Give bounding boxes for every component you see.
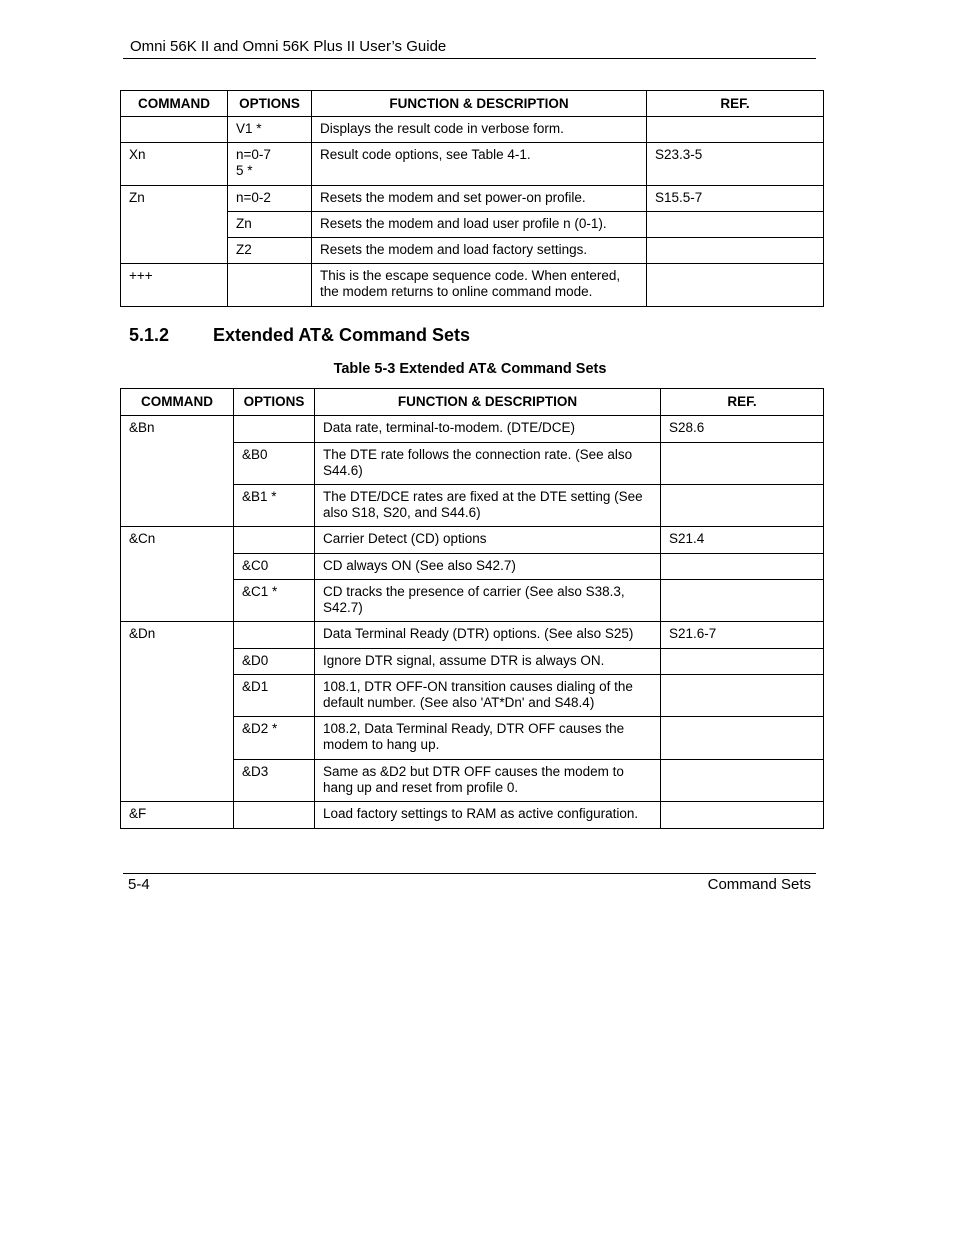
ref-cell: S21.4 — [661, 527, 824, 554]
option-cell — [234, 527, 315, 554]
option-cell — [228, 264, 312, 307]
option-cell: &C1 * — [234, 580, 315, 622]
table-row — [121, 416, 824, 443]
table-row — [121, 143, 824, 186]
column-header-command: COMMAND — [121, 91, 228, 117]
option-cell — [234, 622, 315, 649]
description-cell: Resets the modem and set power-on profile. — [312, 186, 647, 212]
description-cell: Data Terminal Ready (DTR) options. (See also S25) — [315, 622, 661, 649]
command-table-continued — [120, 90, 824, 307]
table-row — [121, 117, 824, 143]
option-cell: &D2 * — [234, 717, 315, 760]
column-header-command: COMMAND — [121, 389, 234, 416]
ref-cell — [661, 554, 824, 580]
extended-command-table — [120, 388, 824, 829]
ref-cell: S28.6 — [661, 416, 824, 443]
description-cell: Displays the result code in verbose form. — [312, 117, 647, 143]
ref-cell — [647, 212, 824, 238]
option-cell: Zn — [228, 212, 312, 238]
option-cell: Z2 — [228, 238, 312, 264]
description-cell: Same as &D2 but DTR OFF causes the modem to hang up and reset from profile 0. — [315, 760, 661, 802]
footer-rule — [123, 873, 816, 874]
description-cell: The DTE rate follows the connection rate. (See also S44.6) — [315, 443, 661, 485]
table-row — [121, 186, 824, 212]
description-cell: Ignore DTR signal, assume DTR is always ON. — [315, 649, 661, 675]
option-cell — [234, 802, 315, 829]
description-cell: 108.1, DTR OFF-ON transition causes dialing of the default number. (See also 'AT*Dn' and S48.4) — [315, 675, 661, 717]
table-row — [121, 802, 824, 829]
command-cell: &Dn — [121, 622, 234, 802]
table-row — [121, 527, 824, 554]
column-header-options: OPTIONS — [234, 389, 315, 416]
ref-cell — [661, 717, 824, 760]
description-cell: Load factory settings to RAM as active configuration. — [315, 802, 661, 829]
command-cell: &Cn — [121, 527, 234, 622]
ref-cell — [647, 117, 824, 143]
chapter-title: Command Sets — [707, 876, 811, 893]
option-cell: &D1 — [234, 675, 315, 717]
command-cell: &Bn — [121, 416, 234, 527]
section-heading — [129, 325, 470, 346]
ref-cell: S23.3-5 — [647, 143, 824, 186]
column-header-description: FUNCTION & DESCRIPTION — [315, 389, 661, 416]
command-cell: &F — [121, 802, 234, 829]
description-cell: CD always ON (See also S42.7) — [315, 554, 661, 580]
ref-cell — [647, 238, 824, 264]
column-header-ref: REF. — [661, 389, 824, 416]
page-number: 5-4 — [128, 876, 150, 893]
column-header-options: OPTIONS — [228, 91, 312, 117]
ref-cell: S15.5-7 — [647, 186, 824, 212]
description-cell: Carrier Detect (CD) options — [315, 527, 661, 554]
ref-cell — [647, 264, 824, 307]
option-cell: n=0-7 5 * — [228, 143, 312, 186]
description-cell: Data rate, terminal-to-modem. (DTE/DCE) — [315, 416, 661, 443]
ref-cell — [661, 675, 824, 717]
table-row — [121, 622, 824, 649]
ref-cell — [661, 760, 824, 802]
ref-cell — [661, 802, 824, 829]
ref-cell — [661, 443, 824, 485]
table-row — [121, 264, 824, 307]
column-header-ref: REF. — [647, 91, 824, 117]
description-cell: CD tracks the presence of carrier (See also S38.3, S42.7) — [315, 580, 661, 622]
page-header-title: Omni 56K II and Omni 56K Plus II User’s Guide — [130, 38, 447, 55]
ref-cell — [661, 485, 824, 527]
header-rule — [123, 58, 816, 59]
section-title: Extended AT& Command Sets — [213, 325, 471, 345]
description-cell: 108.2, Data Terminal Ready, DTR OFF causes the modem to hang up. — [315, 717, 661, 760]
command-cell: Zn — [121, 186, 228, 264]
option-cell: &D3 — [234, 760, 315, 802]
description-cell: The DTE/DCE rates are fixed at the DTE setting (See also S18, S20, and S44.6) — [315, 485, 661, 527]
table-caption: Table 5-3 Extended AT& Command Sets — [333, 361, 607, 377]
description-cell: Resets the modem and load user profile n (0-1). — [312, 212, 647, 238]
option-cell — [234, 416, 315, 443]
ref-cell — [661, 649, 824, 675]
command-cell: Xn — [121, 143, 228, 186]
section-number: 5.1.2 — [129, 325, 170, 345]
description-cell: Result code options, see Table 4-1. — [312, 143, 647, 186]
option-cell: &C0 — [234, 554, 315, 580]
ref-cell — [661, 580, 824, 622]
description-cell: This is the escape sequence code. When entered, the modem returns to online command mode. — [312, 264, 647, 307]
command-cell — [121, 117, 228, 143]
ref-cell: S21.6-7 — [661, 622, 824, 649]
option-cell: n=0-2 — [228, 186, 312, 212]
option-cell: V1 * — [228, 117, 312, 143]
option-cell: &B1 * — [234, 485, 315, 527]
option-cell: &D0 — [234, 649, 315, 675]
description-cell: Resets the modem and load factory settings. — [312, 238, 647, 264]
option-cell: &B0 — [234, 443, 315, 485]
column-header-description: FUNCTION & DESCRIPTION — [312, 91, 647, 117]
command-cell: +++ — [121, 264, 228, 307]
